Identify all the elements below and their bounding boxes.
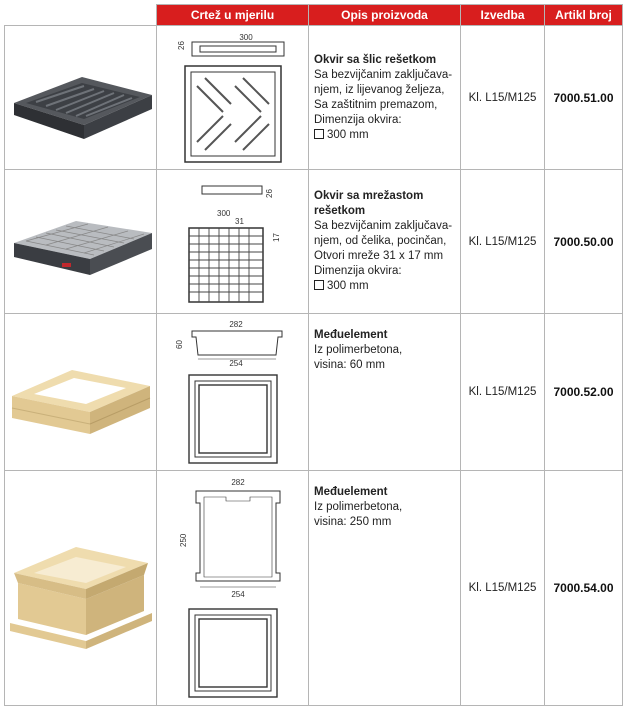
article-number: 7000.50.00 (545, 170, 623, 314)
square-icon (314, 129, 324, 139)
svg-text:254: 254 (228, 359, 243, 368)
side-view-drawing (188, 180, 278, 202)
svg-text:300: 300 (216, 208, 230, 218)
product-title: Okvir sa šlic rešetkom (314, 53, 437, 66)
product-photo (5, 471, 157, 706)
product-title: Međuelement (314, 486, 388, 498)
grade-cell: Kl. L15/M125 (461, 314, 545, 471)
cast-iron-grate-photo (6, 53, 156, 143)
header-row (5, 5, 623, 26)
steel-mesh-grate-photo (6, 197, 156, 287)
top-view-drawing (187, 373, 279, 465)
table-row (5, 170, 623, 314)
header-grade: Izvedba (461, 5, 545, 26)
grade-cell: Kl. L15/M125 (461, 26, 545, 170)
side-view-drawing (174, 477, 292, 601)
polymer-concrete-tall-ring-photo (6, 523, 156, 653)
svg-text:26: 26 (264, 188, 274, 198)
article-number: 7000.51.00 (545, 26, 623, 170)
table-row (5, 26, 623, 170)
header-description: Opis proizvoda (309, 5, 461, 26)
svg-text:60: 60 (174, 340, 184, 349)
technical-drawing (157, 26, 309, 170)
dim-top: 300 (238, 32, 253, 42)
product-photo (5, 26, 157, 170)
table-row (5, 471, 623, 706)
article-number: 7000.54.00 (545, 471, 623, 706)
grade-cell: Kl. L15/M125 (461, 471, 545, 706)
side-view-drawing (174, 319, 292, 367)
top-view-drawing (183, 64, 283, 164)
svg-text:282: 282 (228, 320, 243, 329)
top-view-drawing (183, 208, 283, 304)
technical-drawing (157, 314, 309, 471)
square-icon (314, 280, 324, 290)
header-drawing: Crtež u mjerilu (157, 5, 309, 26)
product-photo (5, 314, 157, 471)
grade-cell: Kl. L15/M125 (461, 170, 545, 314)
product-title: Okvir sa mrežastom rešetkom (314, 190, 424, 217)
dim-side: 26 (176, 40, 186, 50)
product-description: Okvir sa mrežastom rešetkom Sa bezvijčanim zaključava- njem, od čelika, pocinčan, Otvori mreže 31 x 17 mm Dimenzija okvira: 300 mm (309, 170, 461, 314)
svg-text:17: 17 (271, 232, 281, 242)
svg-text:282: 282 (230, 478, 245, 487)
side-view-drawing (178, 32, 288, 58)
svg-text:254: 254 (230, 590, 245, 599)
polymer-concrete-ring-photo (6, 342, 156, 442)
table-row (5, 314, 623, 471)
top-view-drawing (187, 607, 279, 699)
technical-drawing (157, 471, 309, 706)
technical-drawing (157, 170, 309, 314)
product-title: Međuelement (314, 329, 388, 341)
blank-header (5, 5, 157, 26)
svg-text:250: 250 (178, 533, 188, 547)
svg-text:31: 31 (234, 216, 244, 226)
product-description: Međuelement Iz polimerbetona, visina: 60 mm (309, 314, 461, 471)
article-number: 7000.52.00 (545, 314, 623, 471)
product-description: Međuelement Iz polimerbetona, visina: 250 mm (309, 471, 461, 706)
product-description: Okvir sa šlic rešetkom Sa bezvijčanim zaključava- njem, iz lijevanog željeza, Sa zaštitnim premazom, Dimenzija okvira: 300 mm (309, 26, 461, 170)
product-photo (5, 170, 157, 314)
header-article: Artikl broj (545, 5, 623, 26)
product-table (4, 4, 623, 706)
